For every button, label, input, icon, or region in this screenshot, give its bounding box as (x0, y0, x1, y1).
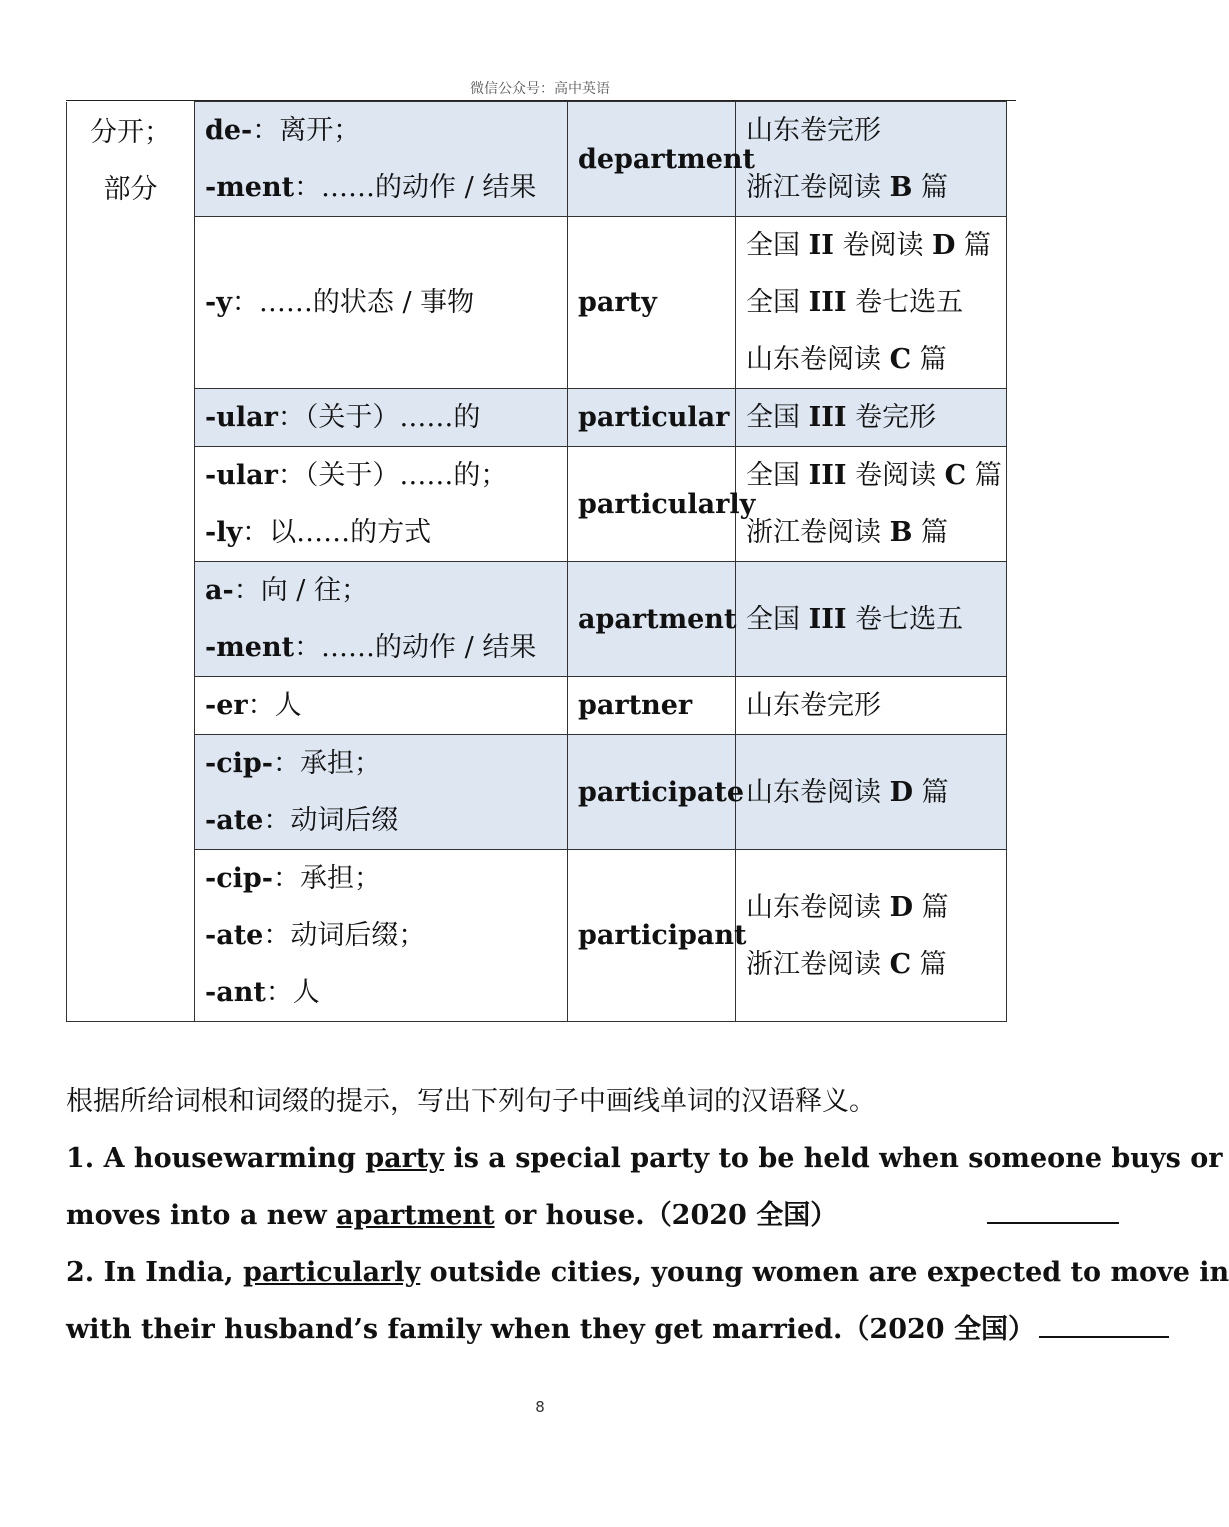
affix-line: -cip-：承担； (205, 748, 381, 779)
source-cell (736, 562, 1007, 677)
affix-line: a-：向 / 往； (205, 575, 368, 606)
affix-line: -er：人 (205, 690, 302, 721)
table-row (67, 677, 1007, 735)
underlined-word: apartment (336, 1200, 495, 1231)
source-cell (736, 389, 1007, 447)
exercise-section (66, 1073, 1229, 1358)
question-2-line-1: 2. In India, particularly outside cities, young women are expected to move in (66, 1257, 1229, 1288)
source-line: 山东卷阅读 D 篇 (746, 891, 949, 923)
affix-line: de-：离开； (205, 115, 361, 146)
underlined-word: particularly (242, 1257, 421, 1288)
word-cell: party (568, 217, 736, 389)
table-row (67, 850, 1007, 1022)
table-row (67, 735, 1007, 850)
affix-cell (195, 102, 568, 217)
source-line: 全国 III 卷完形 (746, 402, 937, 433)
question-source: （2020 全国） (644, 1200, 838, 1231)
root-meaning-text: 分开； (90, 116, 171, 148)
affix-cell (195, 677, 568, 735)
table-row (67, 102, 1007, 217)
source-line: 山东卷阅读 C 篇 (746, 344, 947, 375)
word-cell: partner (568, 677, 736, 735)
affix-cell (195, 562, 568, 677)
word-cell: apartment (568, 562, 736, 677)
root-meaning-text: 部分 (103, 173, 158, 205)
source-line: 山东卷阅读 D 篇 (746, 776, 949, 808)
affix-line: -y：……的状态 / 事物 (205, 287, 475, 318)
question-2-line-2: with their husband’s family when they get married.（2020 全国） (66, 1301, 1021, 1358)
page-header: 微信公众号：高中英语 (470, 81, 610, 97)
source-line: 浙江卷阅读 C 篇 (746, 948, 947, 980)
affix-line: -ment：……的动作 / 结果 (205, 172, 537, 203)
affix-line: -ant：人 (205, 977, 320, 1008)
affix-line: -ment：……的动作 / 结果 (205, 632, 537, 663)
word-cell: participate (568, 735, 736, 850)
underlined-word: party (365, 1143, 445, 1174)
source-line: 浙江卷阅读 B 篇 (746, 172, 949, 203)
source-line: 全国 III 卷七选五 (746, 287, 964, 318)
source-cell (736, 850, 1007, 1022)
affix-line: -ular：（关于）……的； (205, 460, 508, 491)
affix-line: -ate：动词后缀 (205, 805, 399, 836)
answer-blank[interactable] (1039, 1310, 1169, 1338)
page-number: 8 (535, 1398, 545, 1416)
question-source: （2020 全国） (842, 1314, 1035, 1345)
source-cell (736, 735, 1007, 850)
word-cell: participant (568, 850, 736, 1022)
source-cell (736, 217, 1007, 389)
source-line: 山东卷完形 (746, 690, 881, 721)
vocabulary-table (66, 101, 1007, 1022)
question-1-line-1: 1. A housewarming party is a special party to be held when someone buys or (66, 1143, 1223, 1174)
exercise-instruction: 根据所给词根和词缀的提示，写出下列句子中画线单词的汉语释义。 (66, 1086, 876, 1117)
affix-line: -ular：（关于）……的 (205, 402, 481, 433)
source-cell (736, 677, 1007, 735)
affix-cell (195, 389, 568, 447)
word-cell: particularly (568, 447, 736, 562)
source-cell (736, 447, 1007, 562)
root-meaning-cell (67, 102, 195, 1022)
source-line: 全国 III 卷七选五 (746, 603, 964, 635)
word-cell: particular (568, 389, 736, 447)
source-cell (736, 102, 1007, 217)
question-1-line-2: moves into a new apartment or house.（2020 全国） (66, 1187, 1021, 1244)
source-line: 浙江卷阅读 B 篇 (746, 517, 949, 548)
table-row (67, 217, 1007, 389)
affix-line: -cip-：承担； (205, 863, 381, 894)
source-line: 全国 II 卷阅读 D 篇 (746, 230, 992, 261)
word-cell: department (568, 102, 736, 217)
affix-cell (195, 850, 568, 1022)
table-row (67, 562, 1007, 677)
table-row (67, 389, 1007, 447)
affix-cell (195, 447, 568, 562)
answer-blank[interactable] (987, 1196, 1119, 1224)
source-line: 山东卷完形 (746, 115, 881, 146)
affix-cell (195, 217, 568, 389)
source-line: 全国 III 卷阅读 C 篇 (746, 460, 1002, 491)
affix-line: -ate：动词后缀； (205, 920, 426, 951)
affix-cell (195, 735, 568, 850)
affix-line: -ly：以……的方式 (205, 517, 432, 548)
table-row (67, 447, 1007, 562)
